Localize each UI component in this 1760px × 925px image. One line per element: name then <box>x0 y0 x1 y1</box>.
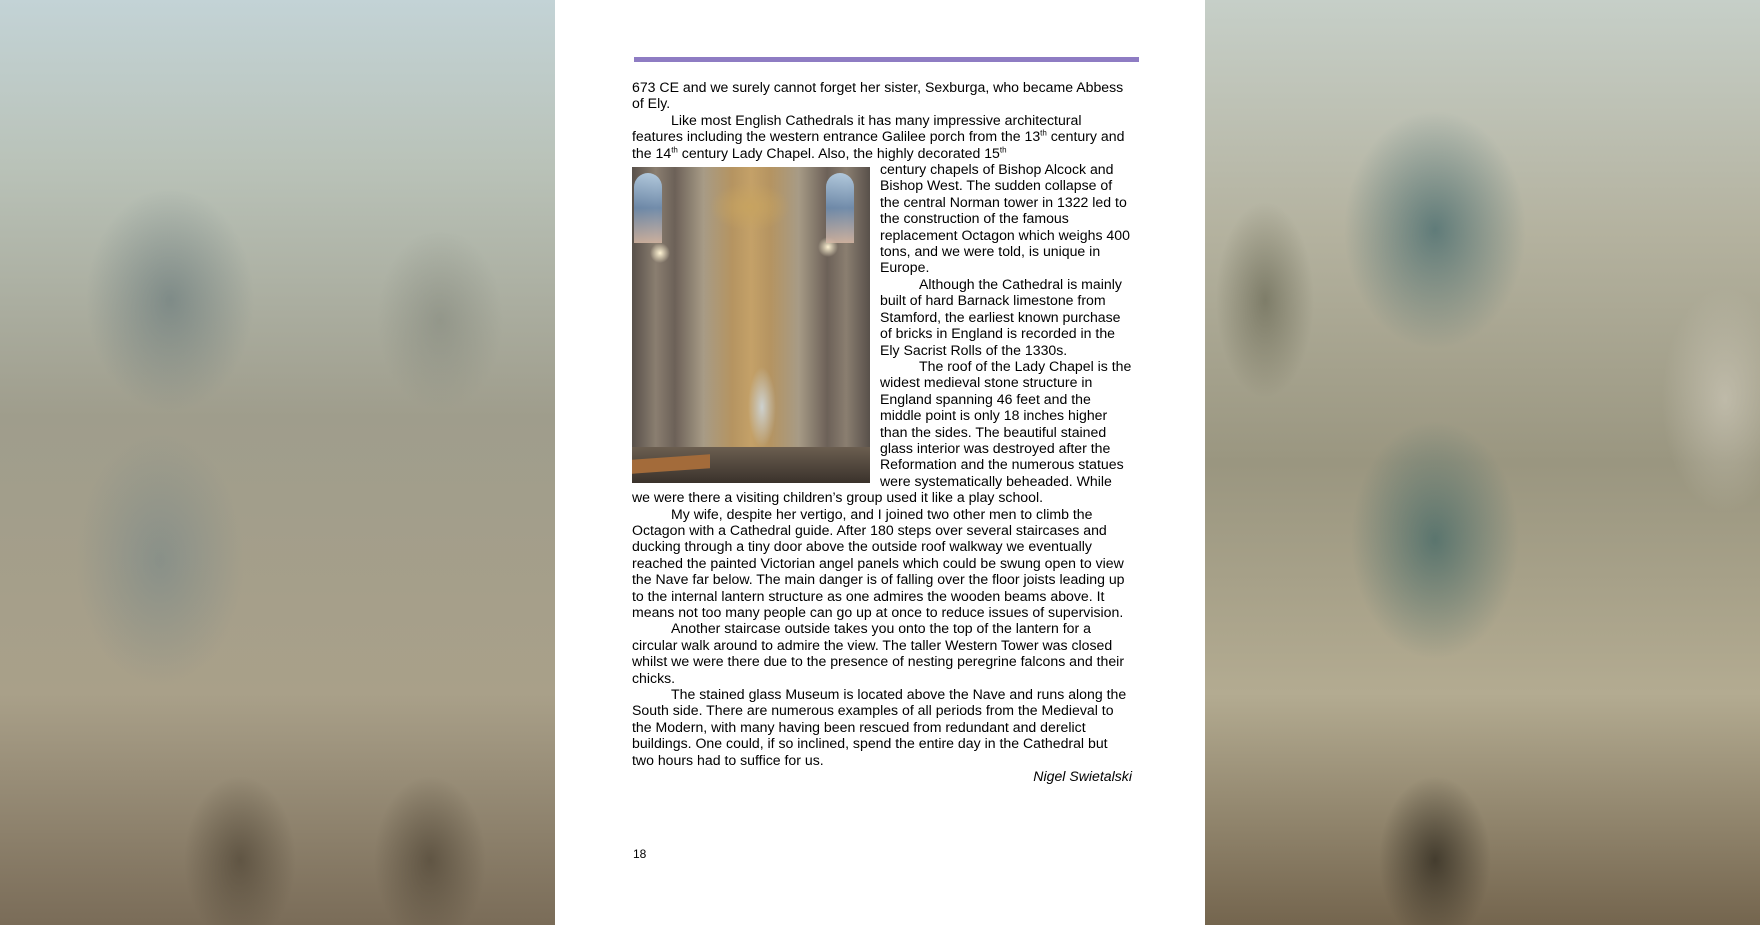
paragraph-2-part-b: century and the 14 <box>632 128 1125 161</box>
paragraph-2-part-a: Like most English Cathedrals it has many impressive architectural features including the western entrance Galilee porch from the 13 <box>632 111 1082 145</box>
superscript-th: th <box>671 144 678 154</box>
paragraph-2 <box>632 112 1132 161</box>
superscript-th: th <box>1040 128 1047 138</box>
paragraph-1: 673 CE and we surely cannot forget her sister, Sexburga, who became Abbess of Ely. <box>632 79 1124 112</box>
paragraph-2-part-c: century Lady Chapel. Also, the highly decorated 15 <box>677 144 1000 161</box>
superscript-th: th <box>999 144 1007 154</box>
paragraph-5: My wife, despite her vertigo, and I joined two other men to climb the Octagon with a Cathedral guide. After 180 steps over several staircases and ducking through a tiny door above the outside roof walkway we eventually reached the painted Victorian angel panels which could be swung open to view the Nave far below. The main danger is of falling over the floor joists leading up to the internal lantern structure as one admires the wooden beams above. It means not too many people can go up at once to reduce issues of supervision. <box>632 505 1125 620</box>
document-page <box>555 0 1205 925</box>
blurred-backdrop-right <box>1205 0 1760 925</box>
stained-glass-window <box>826 173 854 243</box>
stained-glass-window <box>634 173 662 243</box>
author-signature: Nigel Swietalski <box>1033 768 1132 785</box>
paragraph-3: Although the Cathedral is mainly built of hard Barnack limestone from Stamford, the earliest known purchase of bricks in England is recorded in the Ely Sacrist Rolls of the 1330s. <box>880 275 1122 358</box>
paragraph-6: Another staircase outside takes you onto the top of the lantern for a circular walk around to admire the view. The taller Western Tower was closed whilst we were there due to the presence of nesting peregrine falcons and their chicks. <box>632 620 1125 686</box>
article-body <box>632 79 1132 784</box>
page-number: 18 <box>633 847 647 861</box>
paragraph-2-part-d: century chapels of Bishop Alcock and Bishop West. The sudden collapse of the central Norman tower in 1322 led to the construction of the famous replacement Octagon which weighs 400 tons, and we were told, is unique in Europe. <box>880 161 1130 276</box>
paragraph-4: The roof of the Lady Chapel is the widest medieval stone structure in England spanning 46 feet and the middle point is only 18 inches higher than the sides. The beautiful stained glass interior was destroyed after the Reformation and the numerous statues were systematically beheaded. While we were there a visiting children’s group used it like a play school. <box>632 357 1132 506</box>
header-rule <box>634 57 1139 62</box>
cathedral-nave-photo <box>632 167 870 483</box>
blurred-backdrop-left <box>0 0 555 925</box>
paragraph-7: The stained glass Museum is located above the Nave and runs along the South side. There are numerous examples of all periods from the Medieval to the Modern, with many having been rescued from redundant and derelict buildings. One could, if so inclined, spend the entire day in the Cathedral but two hours had to suffice for us. <box>632 686 1127 768</box>
